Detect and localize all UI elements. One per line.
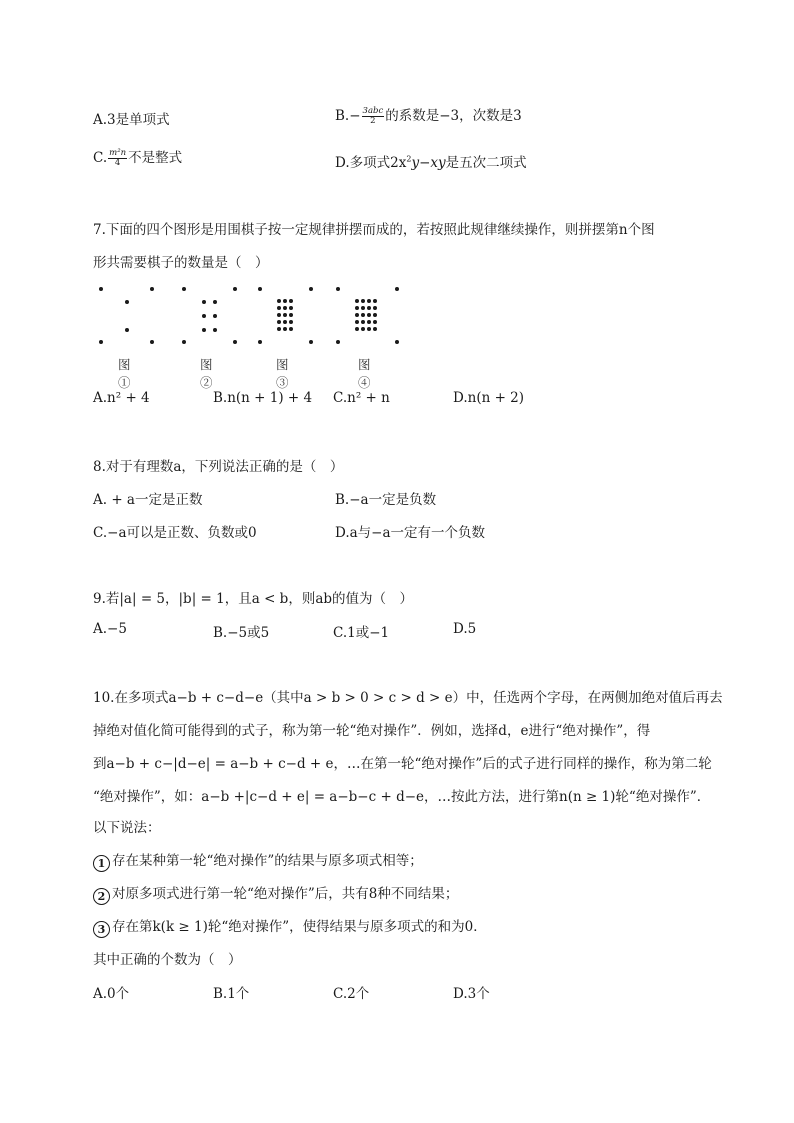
stone [277,313,281,317]
stone [361,327,365,331]
figure-1-caption: 图① [118,357,131,390]
stone [309,287,313,291]
stone [182,287,186,291]
q8-option-a: A. + a一定是正数 [93,492,203,508]
stone [283,327,287,331]
stone [361,320,365,324]
stone [150,340,154,344]
stone [258,287,262,291]
stone [373,313,377,317]
q8-stem: 8.对于有理数a，下列说法正确的是（ ） [93,459,344,475]
stone [233,340,237,344]
q6-option-c-numerator: m²n [109,148,127,158]
q9-option-d: D.5 [453,621,477,637]
q9-option-a: A.−5 [93,621,127,637]
q6-option-c-suffix: 不是整式 [128,150,183,166]
q7-option-a: A.n² + 4 [93,390,150,406]
stone [283,306,287,310]
stone [277,306,281,310]
q6-option-c [93,146,182,168]
q6-option-b-denominator: 2 [370,116,376,126]
q6-option-b-fraction [362,107,385,126]
q6-option-c-denominator: 4 [114,158,121,168]
stone [289,320,293,324]
q9-option-b: B.−5或5 [213,625,270,641]
stone [125,300,129,304]
circled-number-3: 3 [93,921,110,938]
q7-option-d: D.n(n + 2) [453,390,525,406]
q9-option-c: C.1或−1 [333,625,390,641]
stone [99,340,103,344]
q6-option-a-text: A.3是单项式 [93,112,170,128]
q6-option-b [335,104,522,126]
stone [355,327,359,331]
stone [373,299,377,303]
q6-option-d-exponent: 2 [406,154,412,164]
stone [367,313,371,317]
q7-stem-line1: 7.下面的四个图形是用围棋子按一定规律拼摆而成的，若按照此规律继续操作，则拼摆第n个图 [93,222,655,238]
q10-statement-3 [93,915,487,938]
q10-option-a: A.0个 [93,986,130,1002]
q10-line9: 其中正确的个数为（ ） [93,952,242,968]
stone [395,340,399,344]
stone [309,340,313,344]
stone [355,299,359,303]
q7-option-c: C.n² + n [333,390,390,406]
stone [289,299,293,303]
stone [336,287,340,291]
figure-3-caption: 图③ [276,357,289,390]
circled-number-1: 1 [93,855,110,872]
stone [373,327,377,331]
stone [367,320,371,324]
stone [283,299,287,303]
stone [361,306,365,310]
stone [150,287,154,291]
stone [277,299,281,303]
stone [125,328,129,332]
stone [289,313,293,317]
stone [373,306,377,310]
stone [367,299,371,303]
q8-option-d: D.a与−a一定有一个负数 [335,525,486,541]
stone [283,320,287,324]
stone [213,314,217,318]
q6-option-d-suffix: 是五次二项式 [445,155,527,171]
stone [202,314,206,318]
q10-line3: 到a−b + c−|d−e| = a−b + c−d + e，…在第一轮“绝对操作”后的式子进行同样的操作，称为第二轮 [93,756,712,772]
stone [367,327,371,331]
q10-statement-3-text: 存在第k(k ≥ 1)轮“绝对操作”，使得结果与原多项式的和为0． [112,919,487,935]
q10-line1: 10.在多项式a−b + c−d−e（其中a > b > 0 > c > d > e）中，任选两个字母，在两侧加绝对值后再去 [93,690,723,706]
stone [277,327,281,331]
q6-option-c-prefix: C. [93,150,108,166]
stone [373,320,377,324]
stone [213,328,217,332]
stone [213,300,217,304]
q9-stem: 9.若|a| = 5，|b| = 1，且a < b，则ab的值为（ ） [93,591,414,607]
stone [233,287,237,291]
q6-option-d-prefix: D.多项式2x [335,155,407,171]
figure-4-caption: 图④ [358,357,371,390]
stone [355,306,359,310]
q7-option-b: B.n(n + 1) + 4 [213,390,313,406]
circled-number-2: 2 [93,888,110,905]
stone [202,328,206,332]
stone [182,340,186,344]
q6-option-b-numerator: 3abc [362,106,384,116]
q6-option-b-suffix: 的系数是−3，次数是3 [385,108,522,124]
stone [355,313,359,317]
stone [283,313,287,317]
q10-statement-1 [93,849,423,872]
stone [289,306,293,310]
q10-statement-2-text: 对原多项式进行第一轮“绝对操作”后，共有8种不同结果； [112,886,459,902]
figure-2-caption: 图② [200,357,213,390]
q10-statement-1-text: 存在某种第一轮“绝对操作”的结果与原多项式相等； [112,853,423,869]
q6-option-c-fraction [108,149,127,168]
stone [99,287,103,291]
stone [361,313,365,317]
stone [336,340,340,344]
q10-line2: 掉绝对值化简可能得到的式子，称为第一轮“绝对操作”．例如，选择d，e进行“绝对操作”，得 [93,723,651,739]
stone [289,327,293,331]
stone [367,306,371,310]
q6-option-d-expression: y−xy [411,155,446,171]
stone [202,300,206,304]
q8-option-c: C.−a可以是正数、负数或0 [93,525,257,541]
stone [277,320,281,324]
q7-stem-line2: 形共需要棋子的数量是（ ） [93,255,269,271]
q8-option-b: B.−a一定是负数 [335,492,437,508]
q10-line4: “绝对操作”，如：a−b +|c−d + e| = a−b−c + d−e，…按此方法，进行第n(n ≥ 1)轮“绝对操作”． [93,789,711,805]
q10-line5: 以下说法： [93,820,161,836]
q10-statement-2 [93,882,458,905]
q10-option-d: D.3个 [453,986,490,1002]
q6-option-a [93,108,170,128]
q6-option-b-prefix: B.− [335,108,361,124]
q6-option-d [335,151,527,171]
stone [258,340,262,344]
q10-option-c: C.2个 [333,986,370,1002]
q10-option-b: B.1个 [213,986,250,1002]
stone [355,320,359,324]
stone [395,287,399,291]
stone [361,299,365,303]
